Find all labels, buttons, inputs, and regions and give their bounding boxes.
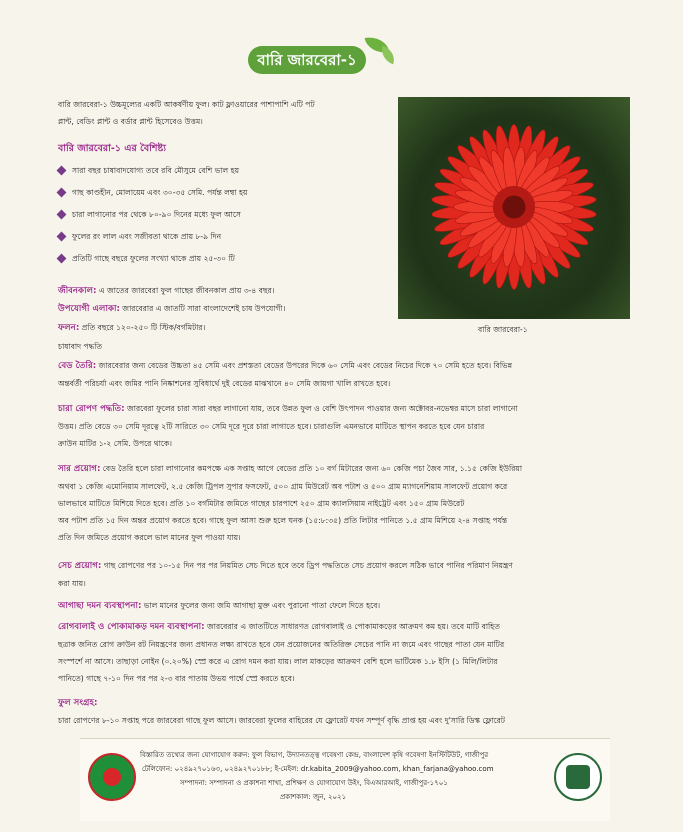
weed-management: আগাছা দমন ব্যবস্থাপনা: ভাল মানের ফুলের জন্য জমি আগাছা মুক্ত এবং পুরানো পাতা ফেলে দিতে হবে।: [58, 601, 381, 611]
yield: ফলন: প্রতি বছরে ১২০-২৫০ টি স্টিক/বর্গমিটার।: [58, 323, 206, 333]
footer-editor: সম্পাদনা: সম্পাদনা ও প্রকাশনা শাখা, প্রশিক্ষণ ও যোগাযোগ উইং, বিএআরআই, গাজীপুর-১৭০১: [180, 779, 448, 787]
footer: [80, 738, 610, 821]
bari-logo-icon: [554, 753, 602, 801]
features-heading: বারি জারবেরা-১ এর বৈশিষ্ট্য: [58, 143, 166, 154]
list-item: গাছ কাণ্ডহীন, মোলায়েম এবং ৩০-৩৫ সেমি. পর্যন্ত লম্বা হয়: [58, 182, 388, 204]
intro-text: বারি জারবেরা-১ উচ্চমূল্যের একটি আকর্ষণীয় ফুল। কাট ফ্লাওয়ারের পাশাপাশি এটি পট প্লান্ট, বেডিং প্লান্ট ও বর্ডার প্লান্ট হিসেবেও উত্তম।: [58, 100, 315, 126]
lifespan: জীবনকাল: এ জাতের জারবেরা ফুল গাছের জীবনকাল প্রায় ৩-৪ বছর।: [58, 286, 275, 296]
irrigation: সেচ প্রয়োগ: গাছ রোপণের পর ১০-১৫ দিন পর পর নিয়মিত সেচ দিতে হবে তবে ড্রিপ পদ্ধতিতে সেচ প্রয়োগ করলে সঠিক ভাবে পানির পরিমাণ নিয়ন্ত্রণ করা যায়।: [58, 561, 513, 588]
title-banner: [248, 38, 398, 78]
list-item: প্রতিটি গাছে বছরে ফুলের সংখ্যা থাকে প্রায় ২৫-৩০ টি: [58, 248, 388, 270]
footer-published: প্রকাশকাল: জুন, ২০২১: [280, 793, 347, 801]
bed-preparation: বেড তৈরি: জারবেরার জন্য বেডের উচ্চতা ৪৫ সেমি এবং প্রশস্ততা বেডের উপরের দিকে ৬০ সেমি এবং বেডের নিচের দিকে ৭০ সেমি হতে হবে। বিভিন্ন অন্তর্বর্তী পরিচর্যা এবং জমির পানি নিষ্কাশনের সুবিধার্থে দুই বেডের মাঝখানে ৪০ সেমি জায়গা খালি রাখতে হবে।: [58, 361, 513, 388]
pest-management: রোগবালাই ও পোকামাকড় দমন ব্যবস্থাপনা: জারবেরার এ জাতটিতে সাধারণত রোগবালাই ও পোকামাকড়ের আক্রমণ কম হয়। তবে মাটি বাহিত ছত্রাক জনিত রোগ ক্রাউন রট নিয়ন্ত্রণের জন্য প্রধানত লক্ষ্য রাখতে হবে যেন প্রয়োজনের অতিরিক্ত সেচের পানি না জমে এবং গাছের পাতা যেন মাটির সংস্পর্শে না আসে। তাছাড়া নোইন (০.২০%) স্প্রে করে এ রোগ দমন করা যায়। লাল মাকড়ের আক্রমণ বেশি হলে ভার্টিমেক ১.৮ ইসি (১ মিলি/লিটার পানিতে) গাছে ৭-১০ দিন পর পর ২-৩ বার পাতায় উভয় পার্শ্বে স্প্রে করতে হবে।: [58, 622, 505, 683]
features-list: [58, 160, 388, 270]
flower-photo: [398, 97, 630, 319]
page-title: বারি জারবেরা-১: [248, 46, 366, 74]
method-heading: চাষাবাদ পদ্ধতি: [58, 342, 103, 351]
bangladesh-govt-logo-icon: [88, 753, 136, 801]
leaf-icon: [378, 46, 398, 65]
footer-phone-email: টেলিফোন: ০২৪৯২৭০১৬৩, ০২৪৯২৭০১৮৮; ই-মেইল: dr.kabita_2009@yahoo.com, khan_farjana@yahoo.com: [142, 765, 494, 773]
flower-harvest: ফুল সংগ্রহ: চারা রোপণের ৮-১০ সপ্তাহ পরে জারবেরা গাছে ফুল আসে। জারবেরা ফুলের বাহিরের যে ফ্লোরেট যখন সম্পূর্ণ বৃদ্ধি প্রাপ্ত হয় এবং দু'সারি ডিস্ক ফ্লোরেট: [58, 698, 506, 725]
fertilizer-application: সার প্রয়োগ: বেড তৈরি হলে চারা লাগানোর কমপক্ষে এক সপ্তাহ আগে বেডের প্রতি ১০ বর্গ মিটারের জন্য ৬০ কেজি পচা জৈব সার, ১.১৫ কেজি ইউরিয়া অথবা ১ কেজি এমোনিয়াম সালফেট, ২.৫ কেজি ট্রিপল সুপার ফসফেট, ৫০০ গ্রাম মিউরেট অব পটাশ ও ৫০০ গ্রাম ম্যাগনেশিয়াম সালফেট প্রয়োগ করে ভালভাবে মাটিতে মিশিয়ে দিতে হবে। প্রতি ১০ বর্গমিটার জমিতে গাছের চারপাশে ২৫০ গ্রাম ক্যালসিয়াম নাইট্রেট এবং ১৫০ গ্রাম মিউরেট অব পটাশ প্রতি ১৫ দিন অন্তর প্রয়োগ করতে হবে। গাছে ফুল আসা শুরু হলে ঘনক (১৫:৮:৩৫) প্রতি লিটার পানিতে ১.৫ গ্রাম মিশিয়ে ২-৪ সপ্তাহ পর্যন্ত প্রতি দিন জমিতে প্রয়োগ করলে ভাল মানের ফুল পাওয়া যায়।: [58, 464, 523, 542]
list-item: ফুলের রং লাল এবং সজীবতা থাকে প্রায় ৮-৯ দিন: [58, 226, 388, 248]
planting-method: চারা রোপণ পদ্ধতি: জারবেরা ফুলের চারা সারা বছর লাগানো যায়, তবে উন্নত ফুল ও বেশি উৎপাদন পাওয়ার জন্য অক্টোবর-নভেম্বর মাসে চারা লাগানো উত্তম। প্রতি বেডে ৩০ সেমি দূরত্বে ২টি সারিতে ৩০ সেমি দূরে দূরে চারা লাগাতে হবে। চারাগুলি এমনভাবে মাটিতে স্থাপন করতে হবে যেন চারার ক্রাউন মাটির ১-২ সেমি. উপরে থাকে।: [58, 404, 518, 448]
footer-contact: বিস্তারিত তথ্যের জন্য যোগাযোগ করুন: ফুল বিভাগ, উদ্যানতত্ত্ব গবেষণা কেন্দ্র, বাংলাদেশ কৃষি গবেষণা ইনস্টিটিউট, গাজীপুর: [140, 751, 489, 759]
list-item: সারা বছর চাষাবাদযোগ্য তবে রবি মৌসুমে বেশি ভাল হয়: [58, 160, 388, 182]
suitable-region: উপযোগী এলাকা: জারবেরার এ জাতটি সারা বাংলাদেশেই চাষ উপযোগী।: [58, 304, 286, 314]
list-item: চারা লাগানোর পর থেকে ৮০-৯০ দিনের মধ্যে ফুল আসে: [58, 204, 388, 226]
photo-caption: বারি জারবেরা-১: [478, 325, 528, 334]
gerbera-flower-image: [418, 111, 610, 303]
